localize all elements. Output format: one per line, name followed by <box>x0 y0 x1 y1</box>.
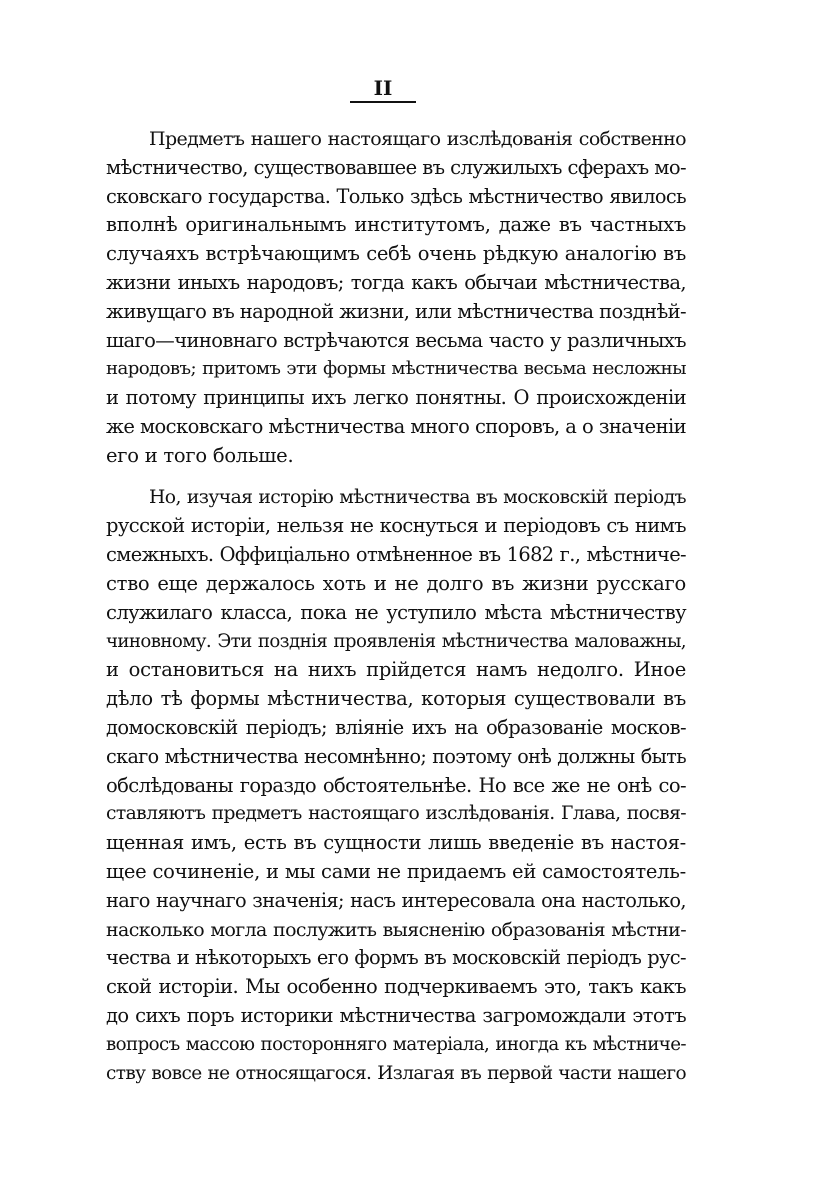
text-line: народовъ; притомъ эти формы мѣстничества весьма несложны <box>106 358 686 380</box>
text-line: домосковскій періодъ; вліяніе ихъ на образованіе москов- <box>106 715 686 739</box>
text-line: его и того больше. <box>106 443 294 467</box>
text-line: чества и нѣкоторыхъ его формъ въ московскій періодъ рус- <box>106 946 686 970</box>
text-line: смежныхъ. Оффиціально отмѣненное въ 1682 г., мѣстниче- <box>106 543 686 567</box>
body-text <box>106 125 686 1088</box>
text-line: вопросъ массою посторонняго матеріала, иногда къ мѣстниче- <box>106 1033 686 1055</box>
page-number: II <box>373 76 393 100</box>
paragraph-gap <box>106 471 686 484</box>
text-line: до сихъ поръ историки мѣстничества загромождали этотъ <box>106 1003 686 1027</box>
text-line: чиновному. Эти позднія проявленія мѣстничества маловажны, <box>106 630 686 652</box>
text-line: живущаго въ народной жизни, или мѣстничества позднѣй- <box>106 299 686 323</box>
paragraph-2 <box>106 484 686 1089</box>
text-line: наго научнаго значенія; насъ интересовала она настолько, <box>106 888 686 912</box>
text-line: и потому принципы ихъ легко понятны. О происхожденіи <box>106 386 686 410</box>
text-line: шаго—чиновнаго встрѣчаются весьма часто у различныхъ <box>106 328 686 352</box>
text-line: сковскаго государства. Только здѣсь мѣстничество явилось <box>106 184 686 208</box>
text-line: насколько могла послужить выясненію образованія мѣстни- <box>106 918 686 941</box>
text-line: же московскаго мѣстничества много споровъ, а о значеніи <box>106 414 686 438</box>
text-line: случаяхъ встрѣчающимъ себѣ очень рѣдкую аналогію въ <box>106 242 686 266</box>
header-rule <box>350 101 416 103</box>
text-line: щее сочиненіе, и мы сами не придаемъ ей самостоятель- <box>106 859 686 883</box>
text-line: мѣстничество, существовавшее въ служилыхъ сферахъ мо- <box>106 155 686 179</box>
text-line: Но, изучая исторію мѣстничества въ московскій періодъ <box>149 486 686 508</box>
text-line: служилаго класса, пока не уступило мѣста мѣстничеству <box>106 600 686 624</box>
text-line: дѣло тѣ формы мѣстничества, которыя существовали въ <box>106 687 686 711</box>
text-line: Предметъ нашего настоящаго изслѣдованія собственно <box>149 128 686 150</box>
paragraph-1 <box>106 125 686 471</box>
text-line: ставляютъ предметъ настоящаго изслѣдованія. Глава, посвя- <box>106 803 686 825</box>
text-line: ство еще держалось хоть и не долго въ жизни русскаго <box>106 571 686 595</box>
text-line: щенная имъ, есть въ сущности лишь введеніе въ настоя- <box>106 831 686 855</box>
text-line: ству вовсе не относящагося. Излагая въ первой части нашего <box>106 1062 686 1084</box>
text-line: обслѣдованы гораздо обстоятельнѣе. Но все же не онѣ со- <box>106 773 686 797</box>
text-line: ской исторіи. Мы особенно подчеркиваемъ это, такъ какъ <box>106 975 686 999</box>
text-line: вполнѣ оригинальнымъ институтомъ, даже въ частныхъ <box>106 213 686 237</box>
text-line: русской исторіи, нельзя не коснуться и періодовъ съ нимъ <box>106 514 686 538</box>
text-line: и остановиться на нихъ прійдется намъ недолго. Иное <box>106 658 686 682</box>
text-line: скаго мѣстничества несомнѣнно; поэтому онѣ должны быть <box>106 744 686 768</box>
text-line: жизни иныхъ народовъ; тогда какъ обычаи мѣстничества, <box>106 270 686 294</box>
